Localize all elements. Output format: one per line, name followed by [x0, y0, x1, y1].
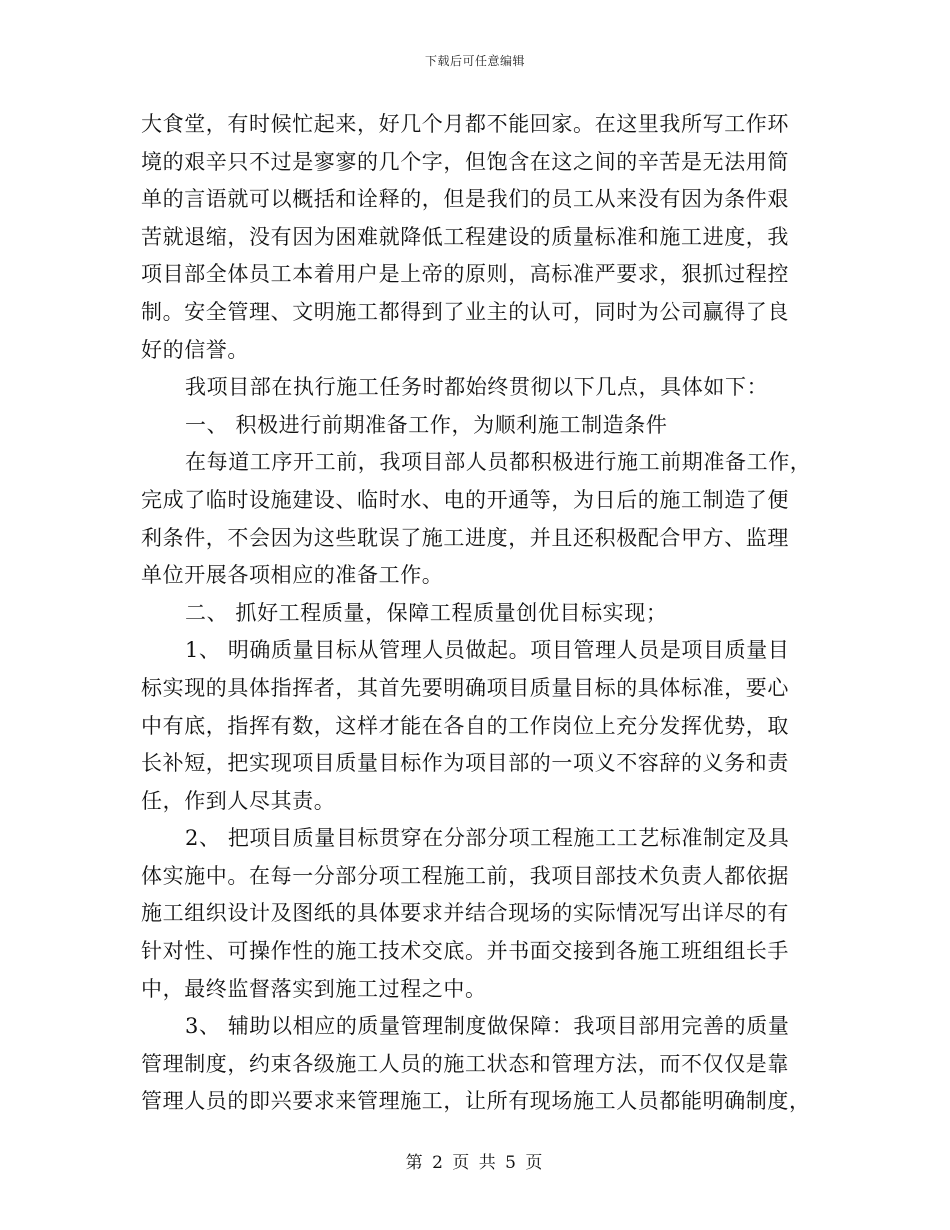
text-line: 施工组织设计及图纸的具体要求并结合现场的实际情况写出详尽的有: [141, 901, 789, 926]
text-line: 长补短，把实现项目质量目标作为项目部的一项义不容辞的义务和责: [141, 751, 789, 776]
list-item-start: 3、 辅助以相应的质量管理制度做保障：我项目部用完善的质量: [185, 1014, 790, 1039]
text-line: 中有底，指挥有数，这样才能在各自的工作岗位上充分发挥优势，取: [141, 713, 789, 738]
text-line: 利条件，不会因为这些耽误了施工进度，并且还积极配合甲方、监理: [141, 525, 789, 550]
body-text: [141, 106, 812, 1121]
text-line: 任，作到人尽其责。: [141, 788, 336, 813]
text-line: 好的信誉。: [141, 337, 249, 362]
text-line: 境的艰辛只不过是寥寥的几个字，但饱含在这之间的辛苦是无法用简: [141, 149, 789, 174]
text-line: 中，最终监督落实到施工过程之中。: [141, 976, 487, 1001]
text-line: 完成了临时设施建设、临时水、电的开通等，为日后的施工制造了便: [141, 487, 789, 512]
text-line: 管理制度，约束各级施工人员的施工状态和管理方法，而不仅仅是靠: [141, 1051, 789, 1076]
text-line: 单的言语就可以概括和诠释的，但是我们的员工从来没有因为条件艰: [141, 187, 789, 212]
paragraph-start: 在每道工序开工前，我项目部人员都积极进行施工前期准备工作，: [185, 450, 812, 475]
text-line: 体实施中。在每一分部分项工程施工前，我项目部技术负责人都依据: [141, 863, 789, 888]
section-heading: 二、 抓好工程质量，保障工程质量创优目标实现；: [185, 600, 668, 625]
text-line: 制。安全管理、文明施工都得到了业主的认可，同时为公司赢得了良: [141, 299, 789, 324]
text-line: 标实现的具体指挥者，其首先要明确项目质量目标的具体标准，要心: [141, 675, 789, 700]
text-line: 大食堂，有时候忙起来，好几个月都不能回家。在这里我所写工作环: [141, 112, 789, 136]
text-line: 单位开展各项相应的准备工作。: [141, 563, 444, 588]
text-line: 针对性、可操作性的施工技术交底。并书面交接到各施工班组组长手: [141, 939, 789, 964]
page-number: 第 2 页 共 5 页: [405, 1153, 545, 1173]
text-line: 项目部全体员工本着用户是上帝的原则，高标准严要求，狠抓过程控: [141, 262, 789, 287]
header-note: 下载后可任意编辑: [424, 54, 525, 68]
list-item-start: 1、 明确质量目标从管理人员做起。项目管理人员是项目质量目: [185, 638, 790, 663]
paragraph-start: 我项目部在执行施工任务时都始终贯彻以下几点，具体如下：: [185, 375, 769, 400]
section-heading: 一、 积极进行前期准备工作，为顺利施工制造条件: [185, 412, 668, 437]
text-line: 苦就退缩，没有因为困难就降低工程建设的质量标准和施工进度，我: [141, 224, 789, 249]
text-line: 管理人员的即兴要求来管理施工，让所有现场施工人员都能明确制度，: [141, 1089, 811, 1114]
list-item-start: 2、 把项目质量目标贯穿在分部分项工程施工工艺标准制定及具: [185, 826, 790, 851]
